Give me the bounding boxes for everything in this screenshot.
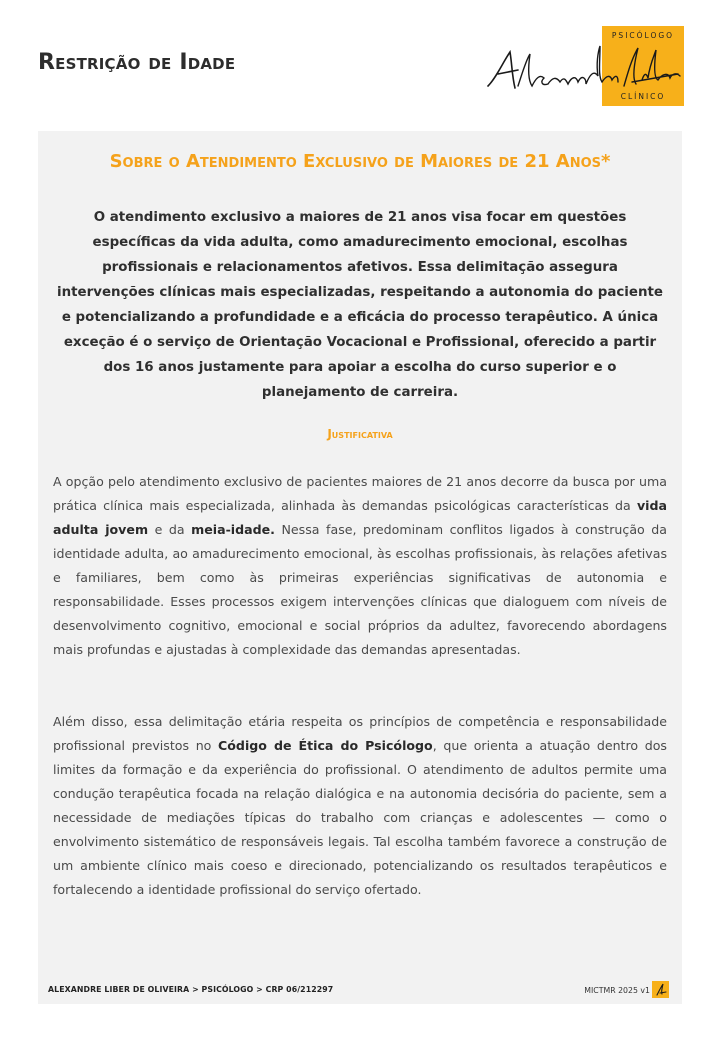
footer-logo-badge [652, 981, 669, 998]
intro-text: O atendimento exclusivo a maiores de 21 anos visa focar em questões específicas da vida adulta, como amadurecimento emocional, escolhas profissionais e relacionamentos afetivos. Essa delimitação assegura intervenções clínicas mais especializadas, respeitando a autonomia do paciente e potencializando a profundidade e a eficácia do processo terapêutico. A única exceção é o serviço de Orientação Vocacional e Profissional, oferecido a partir dos 16 anos justamente para apoiar a escolha do curso superior e o planejamento de carreira. [57, 210, 663, 400]
paragraph-text: Nessa fase, predominam conflitos ligados à construção da identidade adulta, ao amadurecimento emocional, às escolhas profissionais, às relações afetivas e familiares, bem como às primeiras experiências significativas de autonomia e responsabilidade. Esses processos exigem intervenções clínicas que dialoguem com níveis de desenvolvimento cognitivo, emocional e social próprios da adultez, favorecendo abordagens mais profundas e ajustadas à complexidade das demandas apresentadas. [53, 522, 667, 657]
footer-credentials: ALEXANDRE LIBER DE OLIVEIRA > PSICÓLOGO > CRP 06/212297 [48, 985, 334, 994]
justification-paragraph-2 [53, 710, 667, 902]
logo-bottom-text: CLÍNICO [620, 92, 666, 101]
paragraph-text: Além disso, essa delimitação etária respeita os princípios de competência e responsabilidade profissional previstos no [53, 714, 667, 753]
card-title: Sobre o Atendimento Exclusivo de Maiores de 21 Anos* [109, 151, 611, 172]
logo-top-text: PSICÓLOGO [611, 31, 675, 40]
bold-term: meia-idade. [191, 522, 275, 537]
paragraph-text: e da [148, 522, 192, 537]
paragraph-text: , que orienta a atuação dentro dos limites da formação e da experiência do profissional. O atendimento de adultos permite uma condução terapêutica focada na relação dialógica e na autonomia decisória do paciente, sem a necessidade de mediações típicas do trabalho com crianças e adolescentes — como o envolvimento sistemático de responsáveis legais. Tal escolha também favorece a construção de um ambiente clínico mais coeso e direcionado, potencializando os resultados terapêuticos e fortalecendo a identidade profissional do serviço ofertado. [53, 738, 667, 897]
signature-icon [482, 34, 686, 104]
content-card [38, 131, 682, 1004]
signature-mark-icon [652, 981, 669, 998]
bold-term: vida adulta jovem [53, 498, 667, 537]
bold-term: Código de Ética do Psicólogo [218, 738, 433, 753]
section-title: Justificativa [327, 427, 393, 441]
brand-logo [482, 24, 686, 108]
justification-paragraph-1 [53, 470, 667, 662]
page-title: Restrição de Idade [38, 50, 236, 75]
paragraph-text: A opção pelo atendimento exclusivo de pacientes maiores de 21 anos decorre da busca por uma prática clínica mais especializada, alinhada às demandas psicológicas características da [53, 474, 667, 513]
footer-version: MICTMR 2025 v1 [584, 986, 650, 995]
